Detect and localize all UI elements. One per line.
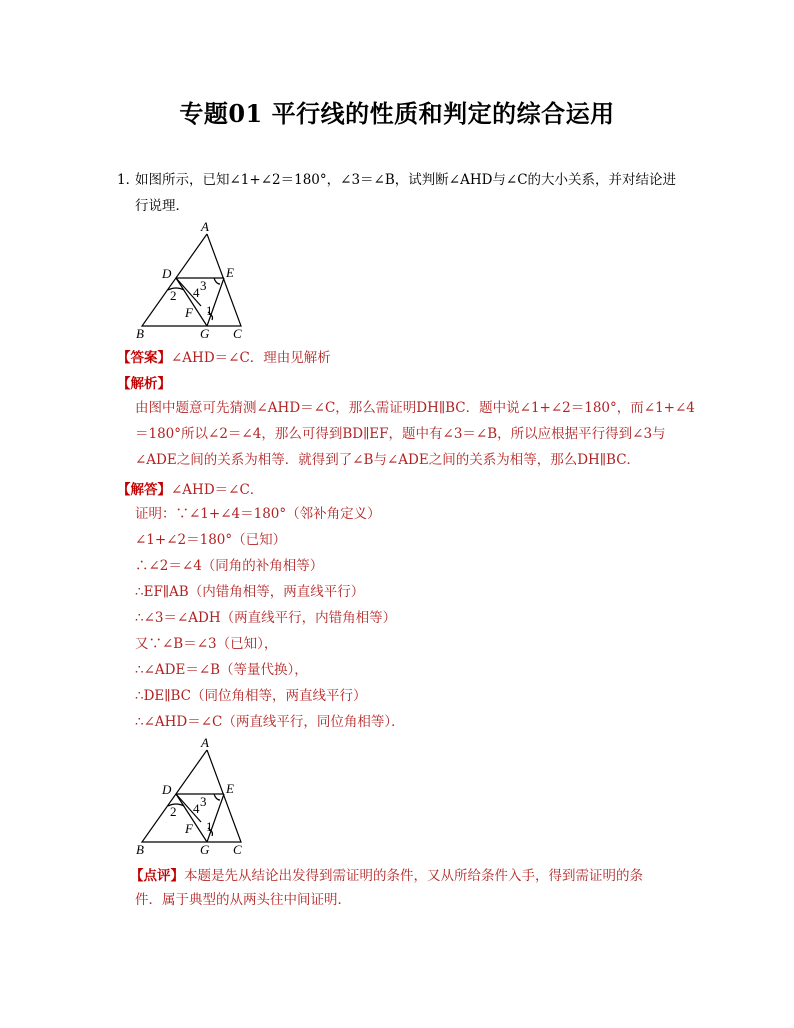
question-line-2: 行说理． — [135, 198, 189, 214]
label-b: B — [136, 326, 144, 341]
analysis-line-3: ∠ADE之间的关系为相等．就得到了∠B与∠ADE之间的关系为相等，那么DH∥BC． — [135, 452, 641, 468]
question-number: 1． — [117, 172, 140, 188]
solution-step-8: ∴DE∥BC（同位角相等，两直线平行） — [135, 688, 367, 704]
solution-step-2: ∠1+∠2＝180°（已知） — [135, 532, 287, 548]
label-c: C — [233, 326, 242, 341]
label-f-2: F — [185, 821, 193, 836]
label-1: 1 — [206, 303, 213, 318]
solution-step-3: ∴∠2＝∠4（同角的补角相等） — [135, 558, 324, 574]
arc-angle-3 — [214, 278, 220, 284]
label-g-2: G — [200, 842, 210, 857]
geometry-figure-2 — [128, 736, 258, 860]
label-2: 2 — [170, 288, 177, 303]
comment-line-1: 本题是先从结论出发得到需证明的条件，又从所给条件入手，得到需证明的条 — [184, 868, 643, 884]
answer-text: ∠AHD＝∠C．理由见解析 — [171, 350, 331, 366]
geometry-figure-1 — [128, 220, 258, 344]
label-d: D — [162, 266, 172, 281]
label-g: G — [200, 326, 210, 341]
comment-line-2: 件．属于典型的从两头往中间证明． — [135, 892, 351, 908]
solution-step-6: 又∵∠B＝∠3（已知）， — [135, 636, 278, 652]
label-b-2: B — [136, 842, 144, 857]
question-line-1: 如图所示，已知∠1+∠2＝180°，∠3＝∠B，试判断∠AHD与∠C的大小关系，并对结论进 — [135, 172, 677, 188]
solution-head: ∠AHD＝∠C． — [171, 482, 264, 498]
label-1-2: 1 — [206, 819, 213, 834]
solution-step-7: ∴∠ADE＝∠B（等量代换）， — [135, 662, 308, 678]
label-d-2: D — [162, 782, 172, 797]
label-4-2: 4 — [193, 801, 200, 816]
solution-step-5: ∴∠3＝∠ADH（两直线平行，内错角相等） — [135, 610, 397, 626]
label-f: F — [185, 305, 193, 320]
label-e: E — [226, 265, 234, 280]
analysis-line-2: ＝180°所以∠2＝∠4，那么可得到BD∥EF，题中有∠3＝∠B，所以应根据平行得到∠3与 — [135, 426, 666, 442]
solution-step-1: 证明：∵∠1+∠4＝180°（邻补角定义） — [135, 506, 381, 522]
comment-tag: 【点评】 — [130, 868, 184, 884]
arc-angle-3-b — [214, 794, 220, 800]
analysis-line-1: 由图中题意可先猜测∠AHD＝∠C，那么需证明DH∥BC．题中说∠1+∠2＝180°，而∠1+∠4 — [135, 400, 695, 416]
segment-eg — [207, 278, 224, 326]
label-3-2: 3 — [200, 794, 207, 809]
solution-tag: 【解答】 — [117, 482, 171, 498]
label-2-2: 2 — [170, 804, 177, 819]
label-c-2: C — [233, 842, 242, 857]
solution-step-9: ∴∠AHD＝∠C（两直线平行，同位角相等）． — [135, 714, 405, 730]
solution-step-4: ∴EF∥AB（内错角相等，两直线平行） — [135, 584, 365, 600]
label-3: 3 — [200, 278, 207, 293]
label-e-2: E — [226, 781, 234, 796]
analysis-tag: 【解析】 — [117, 376, 171, 392]
segment-eg-2 — [207, 794, 224, 842]
label-a: A — [201, 220, 209, 234]
answer-tag: 【答案】 — [117, 350, 171, 366]
label-4: 4 — [193, 285, 200, 300]
page-title: 专题01 平行线的性质和判定的综合运用 — [179, 99, 615, 128]
label-a-2: A — [201, 736, 209, 750]
